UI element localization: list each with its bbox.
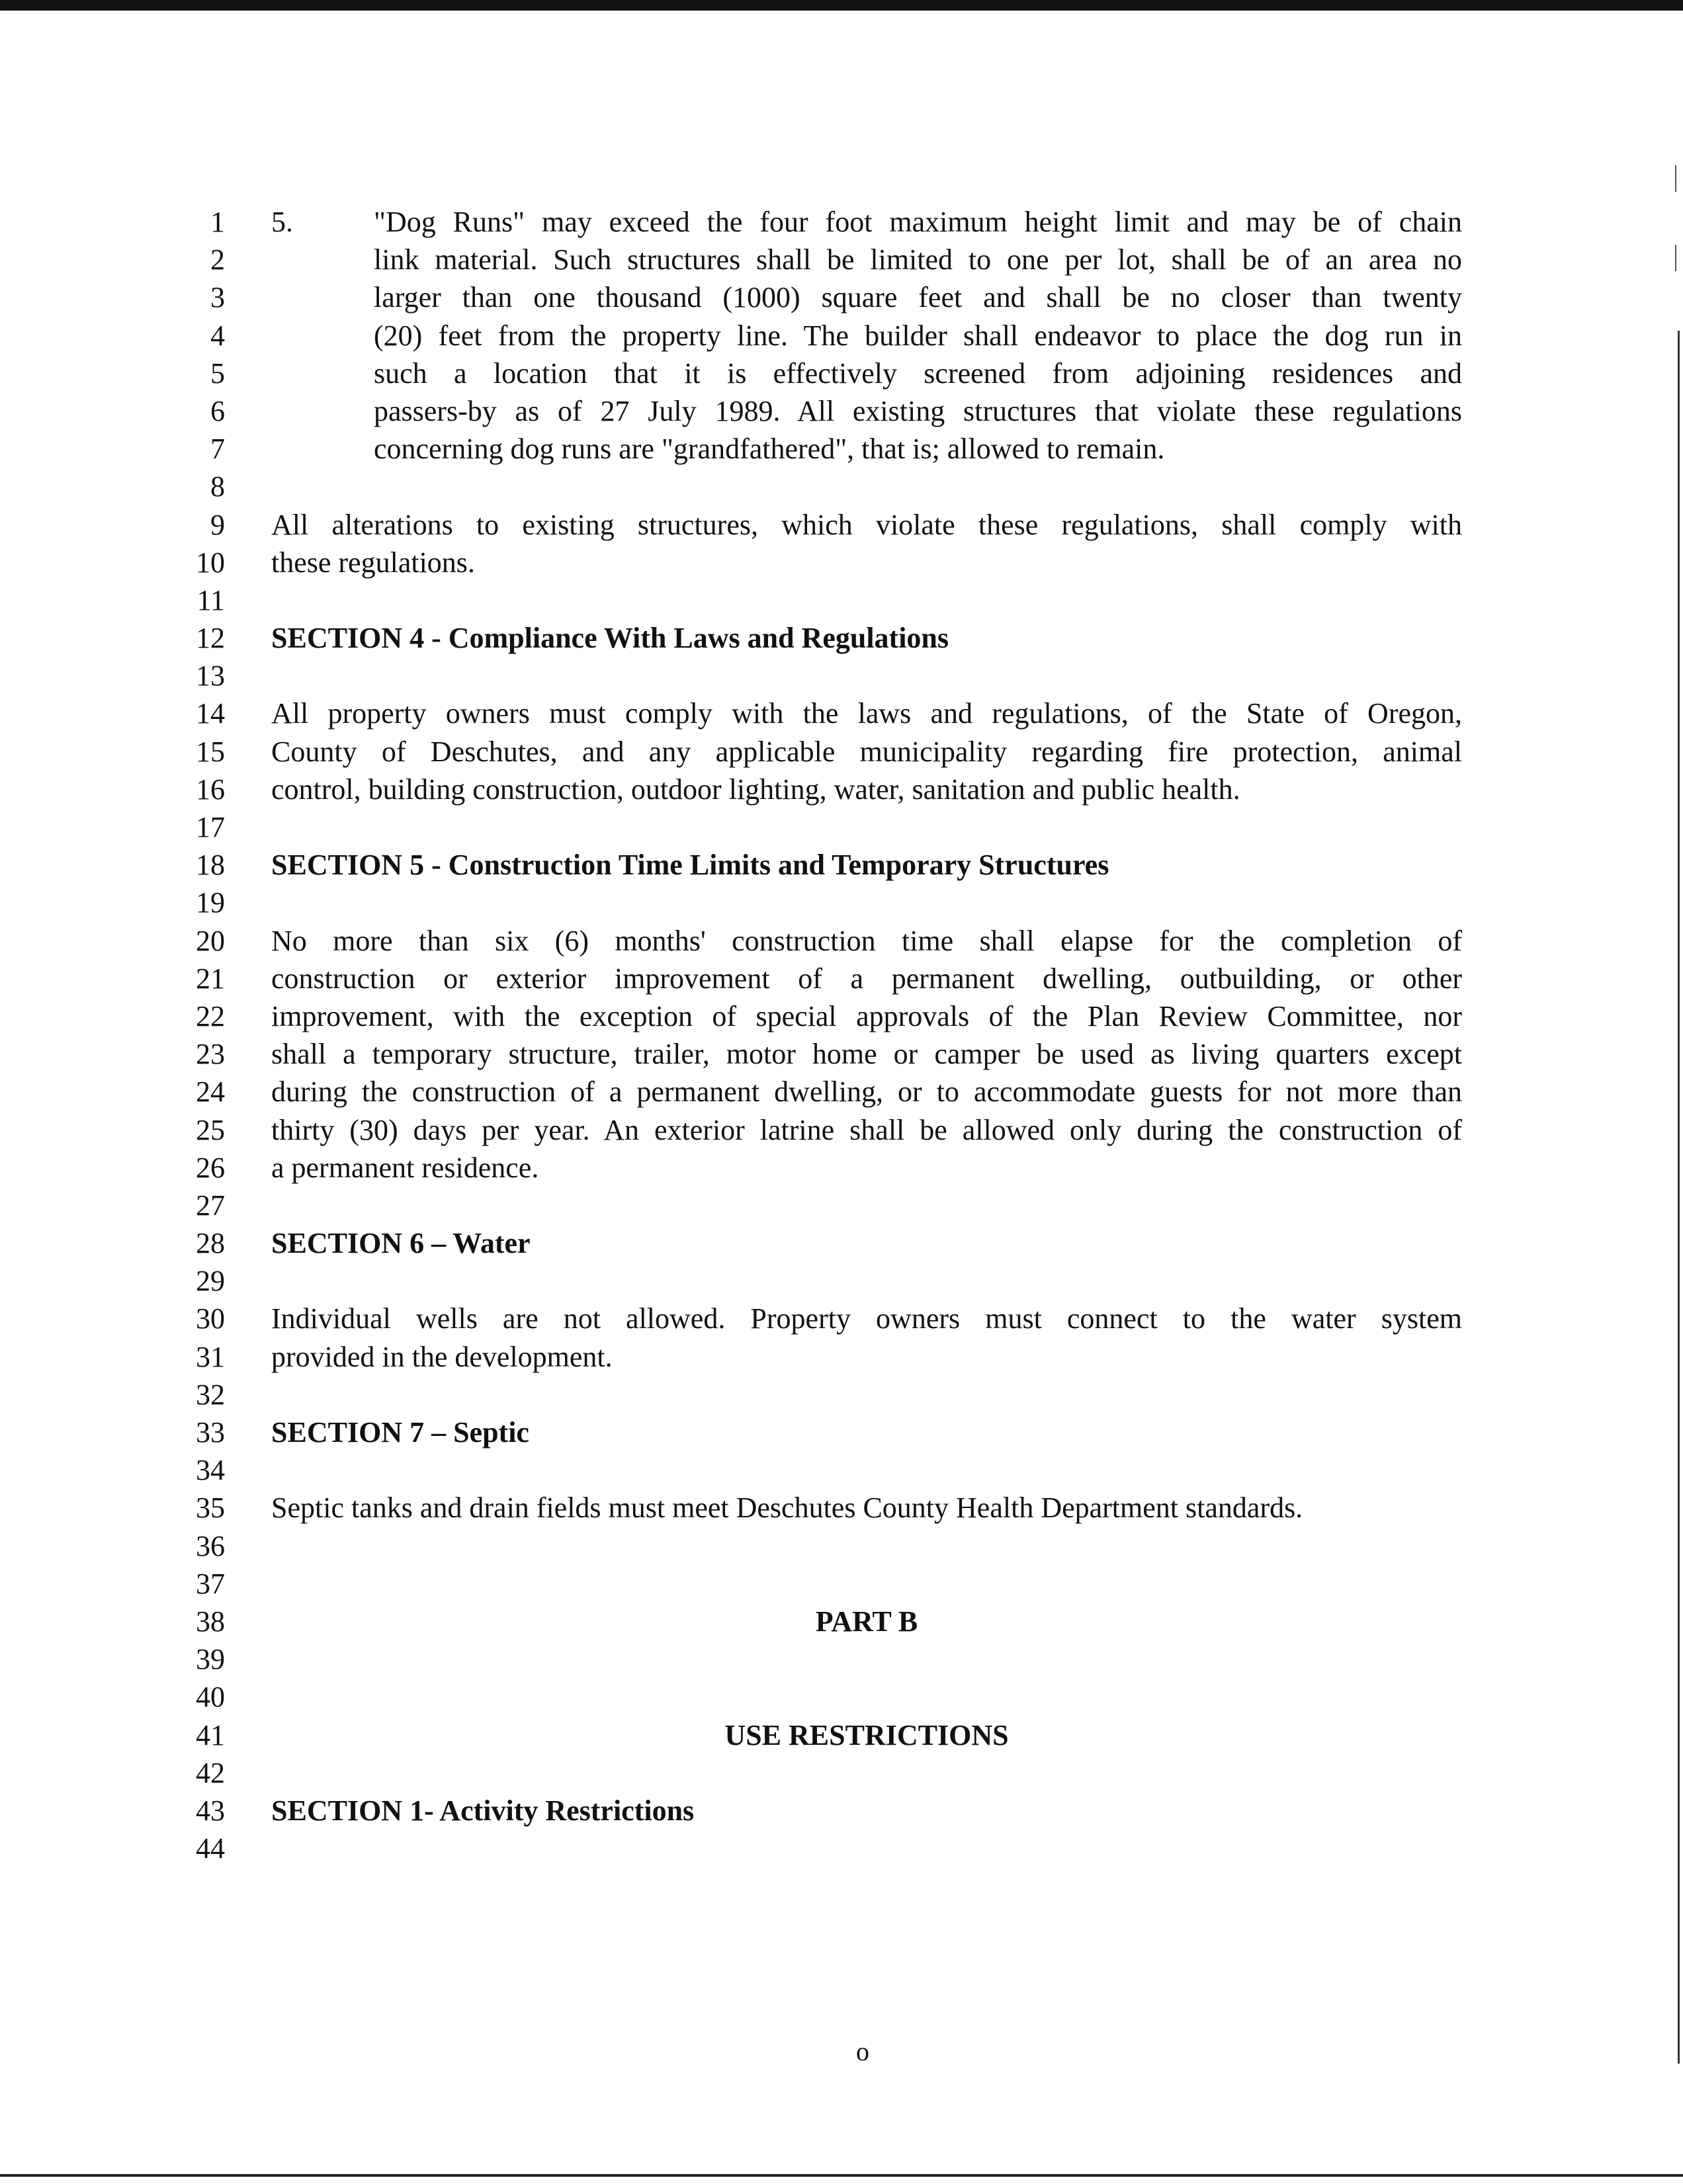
line-number: 6: [210, 394, 225, 427]
section-4-paragraph: [271, 694, 1462, 808]
line-number: 37: [196, 1567, 225, 1600]
alterations-paragraph: [271, 506, 1462, 581]
line-number: 16: [196, 773, 225, 806]
line-number: 26: [196, 1151, 225, 1184]
line-number: 5: [210, 357, 225, 390]
text-line: No more than six (6) months' construction time shall elapse for the completion of: [271, 924, 1462, 957]
part-b-subtitle: USE RESTRICTIONS: [724, 1718, 1009, 1751]
text-line: All property owners must comply with the laws and regulations, of the State of Oregon,: [271, 697, 1462, 730]
line-number: 10: [196, 546, 225, 579]
line-number: 8: [210, 470, 225, 503]
line-number: 40: [196, 1681, 225, 1714]
line-number: 17: [196, 811, 225, 843]
blank-line: [271, 468, 1462, 505]
text-line: these regulations.: [271, 546, 475, 579]
text-line: All alterations to existing structures, which violate these regulations, shall comply with: [271, 508, 1462, 541]
line-number: 29: [196, 1265, 225, 1298]
text-line: larger than one thousand (1000) square feet and shall be no closer than twenty: [374, 281, 1462, 314]
text-line: a permanent residence.: [271, 1151, 539, 1184]
text-line: shall a temporary structure, trailer, motor home or camper be used as living quarters except: [271, 1038, 1462, 1071]
line-number: 22: [196, 999, 225, 1032]
section-4-heading: SECTION 4 - Compliance With Laws and Regulations: [271, 622, 949, 655]
text-line: during the construction of a permanent dwelling, or to accommodate guests for not more than: [271, 1075, 1462, 1109]
blank-line: [271, 1187, 1462, 1224]
line-number: 15: [196, 735, 225, 768]
line-number: 32: [196, 1378, 225, 1411]
line-number: 38: [196, 1605, 225, 1638]
line-number: 33: [196, 1416, 225, 1449]
part-b-title: PART B: [815, 1605, 918, 1638]
line-number: 25: [196, 1113, 225, 1146]
blank-line: [271, 808, 1462, 846]
text-line: improvement, with the exception of special approvals of the Plan Review Committee, nor: [271, 999, 1462, 1032]
line-number: 34: [196, 1454, 225, 1487]
line-number: 20: [196, 924, 225, 957]
section-6-heading: SECTION 6 – Water: [271, 1227, 531, 1260]
line-number: 4: [210, 319, 225, 352]
line-number: 1: [210, 206, 225, 238]
blank-line: [271, 581, 1462, 619]
text-line: concerning dog runs are "grandfathered", that is; allowed to remain.: [374, 433, 1165, 466]
blank-line: [271, 1376, 1462, 1413]
text-line: such a location that it is effectively screened from adjoining residences and: [374, 357, 1462, 390]
line-number: 7: [210, 433, 225, 466]
blank-line: [271, 1565, 1462, 1603]
text-line: thirty (30) days per year. An exterior latrine shall be allowed only during the construction of: [271, 1113, 1462, 1146]
line-number: 28: [196, 1227, 225, 1260]
line-number: 31: [196, 1340, 225, 1373]
line-number: 9: [210, 508, 225, 541]
blank-line: [271, 1829, 1462, 1867]
blank-line: [271, 1527, 1462, 1565]
page-mark: o: [856, 2037, 869, 2066]
margin-tick: [1675, 165, 1676, 192]
line-number: 43: [196, 1794, 225, 1827]
text-line: construction or exterior improvement of a permanent dwelling, outbuilding, or other: [271, 962, 1462, 995]
text-line: control, building construction, outdoor lighting, water, sanitation and public health.: [271, 773, 1240, 806]
line-number: 36: [196, 1529, 225, 1562]
line-number: 27: [196, 1189, 225, 1222]
section-5-paragraph: [271, 922, 1462, 1187]
document-body: [271, 203, 1462, 1867]
item-number: 5.: [271, 206, 293, 238]
line-number: 23: [196, 1038, 225, 1071]
line-number: 11: [196, 583, 225, 616]
line-number: 19: [196, 886, 225, 919]
line-number: 41: [196, 1718, 225, 1751]
blank-line: [271, 1262, 1462, 1300]
text-line: County of Deschutes, and any applicable municipality regarding fire protection, animal: [271, 735, 1462, 768]
text-line: Individual wells are not allowed. Property owners must connect to the water system: [271, 1302, 1462, 1335]
line-number: 3: [210, 281, 225, 314]
section-7-paragraph: Septic tanks and drain fields must meet Deschutes County Health Department standards.: [271, 1491, 1303, 1525]
line-number: 42: [196, 1756, 225, 1789]
text-line: "Dog Runs" may exceed the four foot maximum height limit and may be of chain: [374, 206, 1462, 238]
item-5-text: [271, 203, 1462, 468]
line-number-column: [165, 203, 225, 1867]
blank-line: [271, 1640, 1462, 1678]
line-number: 13: [196, 659, 225, 693]
text-line: provided in the development.: [271, 1340, 613, 1373]
line-number: 30: [196, 1302, 225, 1335]
text-line: passers-by as of 27 July 1989. All existing structures that violate these regulations: [374, 394, 1462, 427]
line-number: 44: [196, 1832, 225, 1865]
margin-tick: [1675, 245, 1676, 271]
blank-line: [271, 1678, 1462, 1716]
blank-line: [271, 657, 1462, 694]
line-number: 35: [196, 1491, 225, 1525]
section-5-heading: SECTION 5 - Construction Time Limits and Temporary Structures: [271, 849, 1109, 882]
line-number: 18: [196, 849, 225, 882]
blank-line: [271, 1754, 1462, 1792]
section-7-heading: SECTION 7 – Septic: [271, 1416, 529, 1449]
top-border: [0, 0, 1683, 11]
text-line: link material. Such structures shall be limited to one per lot, shall be of an area no: [374, 243, 1462, 276]
blank-line: [271, 884, 1462, 921]
section-6-paragraph: [271, 1300, 1462, 1375]
line-number: 39: [196, 1643, 225, 1676]
bottom-border: [0, 2174, 1683, 2177]
part-b-section-1-heading: SECTION 1- Activity Restrictions: [271, 1794, 695, 1827]
line-number: 12: [196, 622, 225, 655]
line-number: 21: [196, 962, 225, 995]
right-margin-line: [1678, 331, 1680, 2064]
line-number: 14: [196, 697, 225, 730]
text-line: (20) feet from the property line. The builder shall endeavor to place the dog run in: [374, 319, 1462, 352]
blank-line: [271, 1451, 1462, 1489]
line-number: 2: [210, 243, 225, 276]
item-5: [271, 203, 1462, 468]
line-number: 24: [196, 1075, 225, 1109]
